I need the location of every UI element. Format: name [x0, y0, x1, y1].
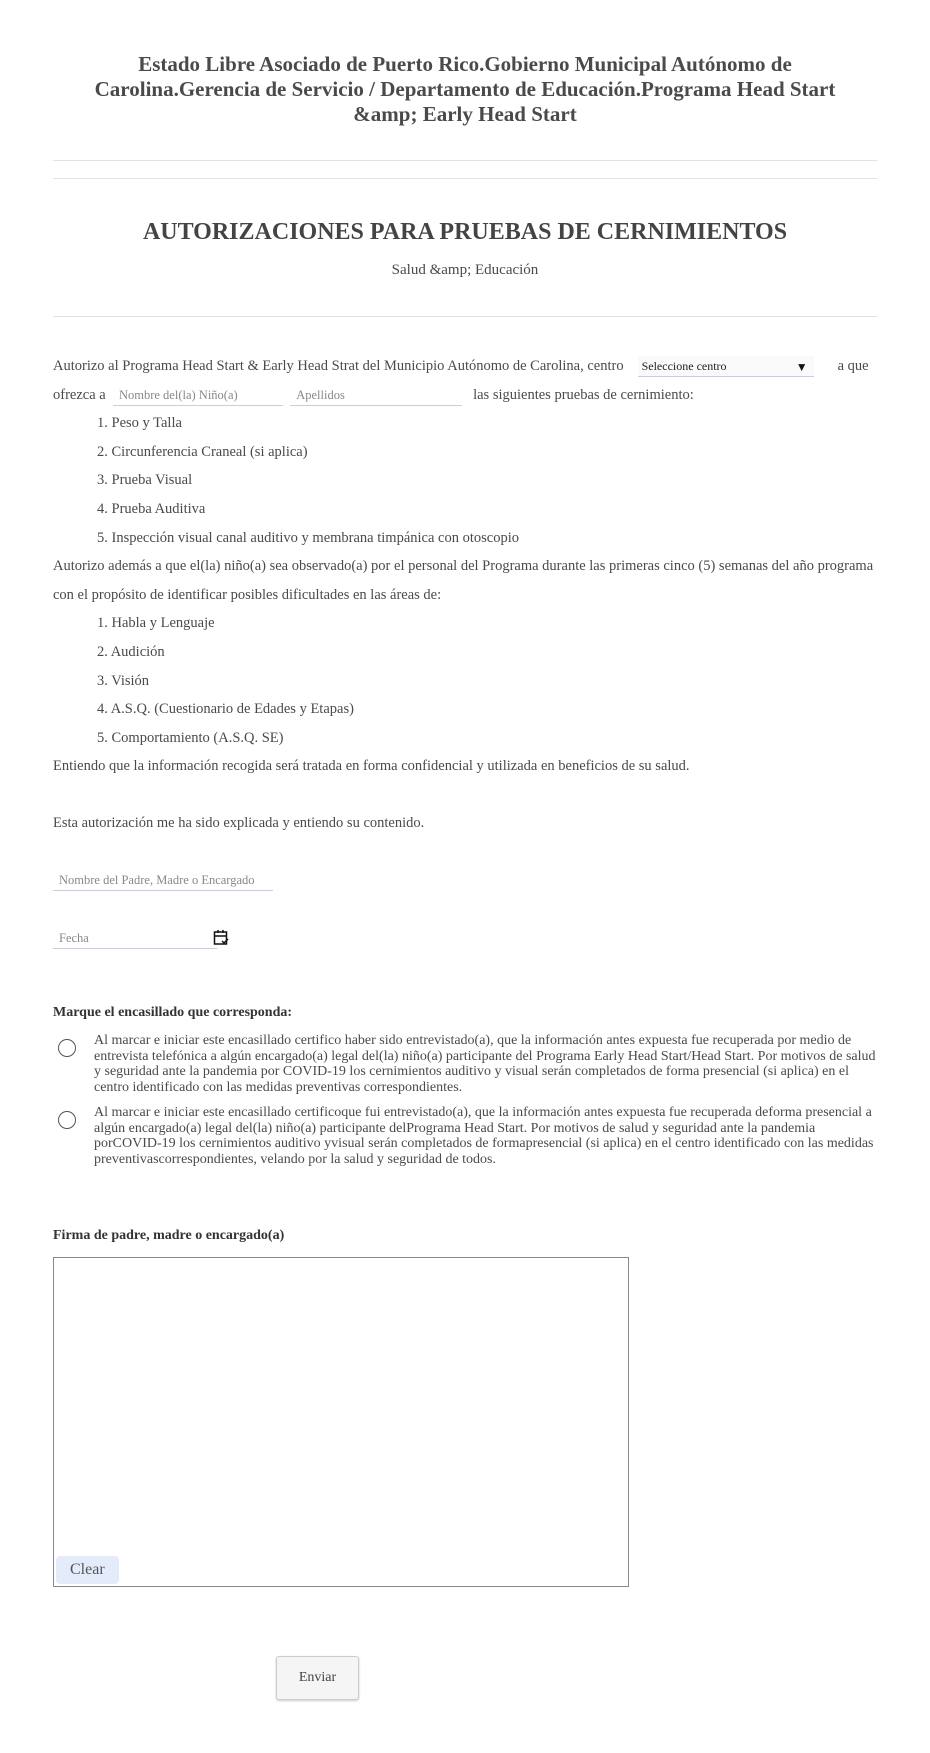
list-item: 3. Prueba Visual: [97, 472, 193, 489]
observe-text: Autorizo además a que el(la) niño(a) sea observado(a) por el personal del Programa durante las primeras cinco (5) semanas del año programa con el propósito de identificar posibles dificultades en las áreas de:: [53, 558, 874, 603]
option-text: Al marcar e iniciar este encasillado certifico haber sido entrevistado(a), que la información antes expuesta fue recuperada por medio de entrevista telefónica a algún encargado(a) legal del(la) niño(a) participante del Programa Early Head Start/Head Start. Por motivos de salud y seguridad ante la pandemia por COVID-19 los cernimientos auditivo y visual serán completados de forma presencial (si aplica) en el centro identificado con las medidas preventivas correspondientes.: [94, 1033, 876, 1095]
date-placeholder: Fecha: [59, 931, 89, 945]
dropdown-arrow-icon: ▼: [795, 360, 808, 375]
list-item: 5. Inspección visual canal auditivo y membrana timpánica con otoscopio: [97, 529, 519, 546]
date-input[interactable]: [53, 928, 217, 949]
clear-signature-button[interactable]: Clear: [56, 1556, 119, 1584]
child-lastname-input[interactable]: Apellidos: [290, 385, 462, 406]
option-in-person-interview[interactable]: [58, 1105, 878, 1167]
list-item: 3. Visión: [97, 672, 150, 689]
intro-text: a que: [837, 358, 869, 374]
list-item: 1. Habla y Lenguaje: [97, 615, 215, 632]
list-item: 4. A.S.Q. (Cuestionario de Edades y Etapas): [97, 701, 354, 718]
centro-select[interactable]: [638, 356, 814, 377]
form-subtitle: Salud &amp; Educación: [391, 262, 539, 278]
authorization-text: [53, 352, 883, 838]
submit-button[interactable]: Enviar: [276, 1656, 359, 1700]
divider: [53, 178, 877, 179]
list-item: 1. Peso y Talla: [97, 415, 182, 432]
org-header: Estado Libre Asociado de Puerto Rico.Gobierno Municipal Autónomo de Carolina.Gerencia de Servicio / Departamento de Educación.Programa Head Start &amp; Early Head Start: [94, 52, 836, 126]
signature-pad[interactable]: [53, 1257, 629, 1587]
parent-name-input[interactable]: Nombre del Padre, Madre o Encargado: [53, 870, 273, 891]
list-item: 4. Prueba Auditiva: [97, 500, 206, 517]
intro-text: ofrezca a: [53, 386, 106, 403]
child-name-input[interactable]: Nombre del(la) Niño(a): [113, 385, 283, 406]
divider: [53, 316, 877, 317]
intro-text: las siguientes pruebas de cernimiento:: [473, 386, 694, 403]
list-item: 5. Comportamiento (A.S.Q. SE): [97, 729, 284, 746]
calendar-icon[interactable]: [213, 929, 229, 946]
signature-label: Firma de padre, madre o encargado(a): [53, 1228, 285, 1243]
list-item: 2. Circunferencia Craneal (si aplica): [97, 443, 308, 460]
list-item: 2. Audición: [97, 643, 165, 660]
divider: [53, 160, 877, 161]
radio-button[interactable]: [58, 1111, 76, 1129]
intro-text: Autorizo al Programa Head Start & Early Head Strat del Municipio Autónomo de Carolina, centro: [53, 358, 624, 374]
option-phone-interview[interactable]: [58, 1033, 878, 1095]
mark-label: Marque el encasillado que corresponda:: [53, 1005, 293, 1020]
centro-select-value: Seleccione centro: [641, 359, 727, 374]
confidential-text: Entiendo que la información recogida será tratada en forma confidencial y utilizada en beneficios de su salud.: [53, 758, 690, 775]
option-text: Al marcar e iniciar este encasillado certificoque fui entrevistado(a), que la información antes expuesta fue recuperada deforma presencial a algún encargado(a) legal del(la) niño(a) participante delPrograma Head Start. Por motivos de salud y seguridad ante la pandemia porCOVID-19 los cernimientos auditivo yvisual serán completados de formapresencial (si aplica) en el centro identificado con las medidas preventivascorrespondientes, velando por la salud y seguridad de todos.: [94, 1105, 874, 1167]
explained-text: Esta autorización me ha sido explicada y entiendo su contenido.: [53, 814, 425, 831]
form-title: AUTORIZACIONES PARA PRUEBAS DE CERNIMIENTOS: [142, 219, 788, 245]
radio-button[interactable]: [58, 1039, 76, 1057]
